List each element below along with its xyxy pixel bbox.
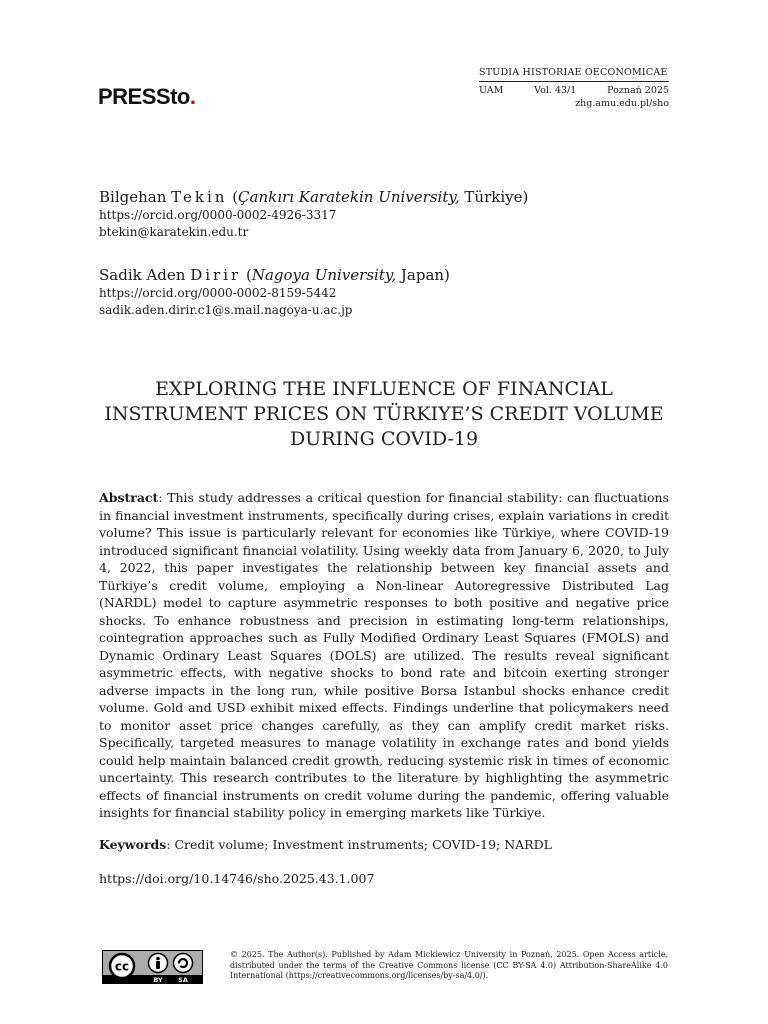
journal-org: UAM: [479, 85, 504, 96]
author-first-name: Sadik Aden: [99, 266, 186, 284]
author-name-line: Bilgehan Tekin (Çankırı Karatekin University, Türkiye): [99, 188, 529, 206]
title-line: INSTRUMENT PRICES ON TÜRKIYE’S CREDIT VOLUME: [104, 403, 664, 425]
author-orcid[interactable]: https://orcid.org/0000-0002-4926-3317: [99, 208, 337, 222]
keywords-label: Keywords: [99, 837, 167, 852]
logo-dot: .: [189, 84, 196, 109]
author-country: Türkiye): [464, 188, 529, 206]
license-text: © 2025. The Author(s). Published by Adam Mickiewicz University in Poznań, 2025. Open Access article, distributed under the terms of the Creative Commons license (CC BY-SA 4.0) Attribution-ShareAlike 4.0 International (https://creativecommons.org/licenses/by-sa/4.0/).: [230, 950, 668, 980]
author-affiliation: Nagoya University,: [251, 266, 397, 284]
abstract-text: This study addresses a critical question for financial stability: can fluctuations in financial investment instruments, specifically during crises, explain variations in credit volume? This issue is particularly relevant for economies like Türkiye, where COVID-19 introduced significant financial volatility. Using weekly data from January 6, 2020, to July 4, 2022, this paper investigates the relationship between key financial assets and Türkiye’s credit volume, employing a Non-linear Autoregressive Distributed Lag (NARDL) model to capture asymmetric responses to both positive and negative price shocks. To enhance robustness and precision in estimating long-term relationships, cointegration approaches such as Fully Modified Ordinary Least Squares (FMOLS) and Dynamic Ordinary Least Squares (DOLS) are utilized. The results reveal significant asymmetric effects, with negative shocks to bond rate and bitcoin exerting stronger adverse impacts in the long run, while positive Borsa Istanbul shocks enhance credit volume. Gold and USD exhibit mixed effects. Findings underline that policymakers need to monitor asset price changes carefully, as they can amplify credit market risks. Specifically, targeted measures to manage volatility in exchange rates and bond yields could help maintain balanced credit growth, reducing systemic risk in times of economic uncertainty. This research contributes to the literature by highlighting the asymmetric effects of financial instruments on credit volume during the pandemic, offering valuable insights for financial stability policy in emerging markets like Türkiye.: [99, 490, 670, 820]
keywords-text: Credit volume; Investment instruments; COVID-19; NARDL: [174, 837, 552, 852]
journal-header: [479, 66, 669, 110]
cc-glyph: cc: [114, 959, 130, 974]
logo-text: PRESSto: [98, 84, 190, 109]
author-email[interactable]: sadik.aden.dirir.c1@s.mail.nagoya-u.ac.jp: [99, 303, 353, 317]
journal-name: STUDIA HISTORIAE OECONOMICAE: [479, 66, 669, 82]
keywords: Keywords: Credit volume; Investment instruments; COVID-19; NARDL: [99, 837, 552, 852]
by-label: BY: [153, 976, 163, 983]
author-email[interactable]: btekin@karatekin.edu.tr: [99, 225, 249, 239]
abstract-label: Abstract: [99, 490, 159, 505]
cc-license-badge[interactable]: [102, 950, 203, 984]
doi-link[interactable]: https://doi.org/10.14746/sho.2025.43.1.007: [99, 871, 375, 886]
author-surname: Tekin: [171, 188, 228, 206]
author-block-2: [99, 265, 679, 319]
publisher-logo: [98, 84, 195, 110]
article-title: [99, 377, 669, 452]
author-name-line: Sadik Aden Dirir (Nagoya University, Japan): [99, 266, 450, 284]
journal-website[interactable]: zhg.amu.edu.pl/sho: [575, 98, 669, 109]
abstract: Abstract: This study addresses a critical question for financial stability: can fluctuations in financial investment instruments, specifically during crises, explain variations in credit volume? This issue is particularly relevant for economies like Türkiye, where COVID-19 introduced significant financial volatility. Using weekly data from January 6, 2020, to July 4, 2022, this paper investigates the relationship between key financial assets and Türkiye’s credit volume, employing a Non-linear Autoregressive Distributed Lag (NARDL) model to capture asymmetric responses to both positive and negative price shocks. To enhance robustness and precision in estimating long-term relationships, cointegration approaches such as Fully Modified Ordinary Least Squares (FMOLS) and Dynamic Ordinary Least Squares (DOLS) are utilized. The results reveal significant asymmetric effects, with negative shocks to bond rate and bitcoin exerting stronger adverse impacts in the long run, while positive Borsa Istanbul shocks enhance credit volume. Gold and USD exhibit mixed effects. Findings underline that policymakers need to monitor asset price changes carefully, as they can amplify credit market risks. Specifically, targeted measures to manage volatility in exchange rates and bond yields could help maintain balanced credit growth, reducing systemic risk in times of economic uncertainty. This research contributes to the literature by highlighting the asymmetric effects of financial instruments on credit volume during the pandemic, offering valuable insights for financial stability policy in emerging markets like Türkiye.: [99, 490, 670, 820]
cc-by-sa-icon: [103, 951, 202, 983]
author-country: Japan): [400, 266, 450, 284]
journal-place-year: Poznań 2025: [607, 85, 669, 96]
author-block-1: [99, 187, 679, 241]
title-line: EXPLORING THE INFLUENCE OF FINANCIAL: [155, 378, 613, 400]
journal-volume: Vol. 43/1: [534, 85, 577, 96]
title-line: DURING COVID-19: [289, 428, 479, 450]
author-surname: Dirir: [190, 266, 242, 284]
journal-meta-row: [479, 82, 669, 97]
author-first-name: Bilgehan: [99, 188, 167, 206]
sa-label: SA: [178, 976, 188, 983]
author-orcid[interactable]: https://orcid.org/0000-0002-8159-5442: [99, 286, 337, 300]
author-affiliation: Çankırı Karatekin University,: [238, 188, 460, 206]
